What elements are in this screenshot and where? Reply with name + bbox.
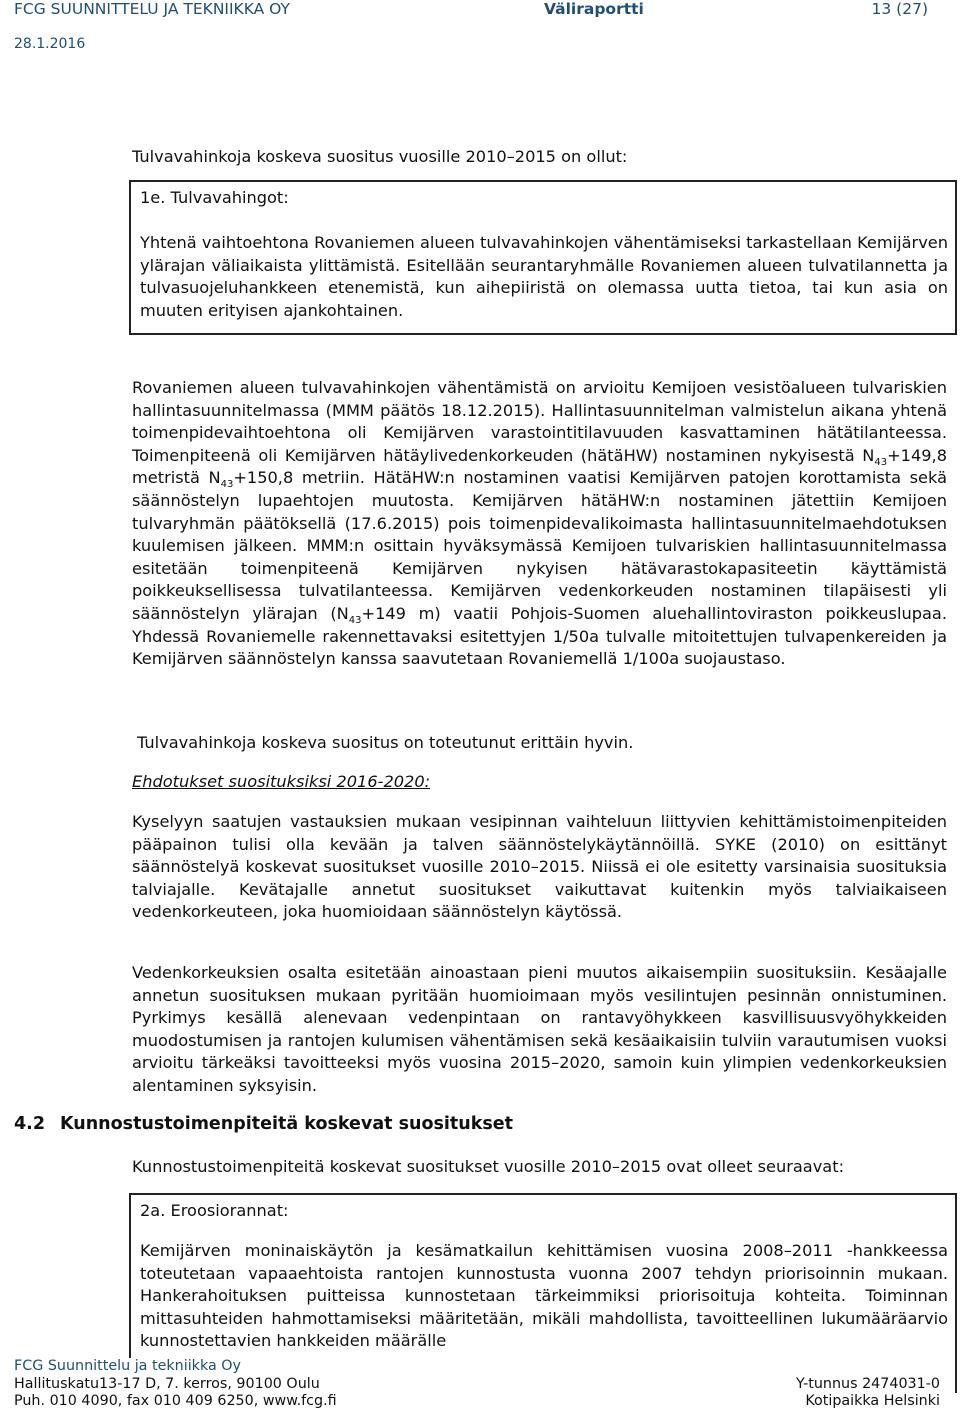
para1-part2: +149,8 metristä N — [132, 445, 947, 488]
page-footer — [14, 1358, 940, 1428]
para1-part3: +150,8 metriin. HätäHW:n nostaminen vaatisi Kemijärven patojen korottamista sekä säännöstelyn lupaehtojen muutosta. Kemijärven hätäHW:n nostaminen jätettiin Kemijoen tulvaryhmän päätöksellä (17.6.2015) pois toimenpidevalikoimasta hallintasuunnitelmaehdotuksen kuulemisen jälkeen. MMM:n osittain hyväksymässä Kemijoen tulvariskien hallintasuunnitelmassa esitetään toimenpiteenä Kemijärven nykyisen hätävarastokapasiteetin käyttämistä poikkeuksellisessa tulvatilanteessa. Kemijärven vedenkorkeuden nostaminen tilapäisesti yli säännöstelyn ylärajan (N — [132, 468, 947, 623]
subscript-43: 43 — [220, 479, 234, 491]
box-2a-heading: 2a. Eroosiorannat: — [140, 1201, 289, 1220]
section-title: Kunnostustoimenpiteitä koskevat suositukset — [60, 1114, 514, 1134]
para1-part4: +149 m) vaatii Pohjois-Suomen aluehallintoviraston poikkeuslupaa. Yhdessä Rovaniemelle rakennettavaksi esitettyjen 1/50a tulvalle mitoitettujen tulvapenkereiden ja Kemijärven säännöstelyn kanssa saavutetaan Rovaniemellä 1/100a suojaustaso. — [132, 603, 947, 669]
footer-domicile: Kotipaikka Helsinki — [805, 1393, 940, 1409]
section-heading — [14, 1114, 513, 1134]
flood-management-paragraph — [132, 377, 947, 671]
section-intro: Kunnostustoimenpiteitä koskevat suositukset vuosille 2010–2015 ovat olleet seuraavat: — [132, 1157, 845, 1176]
proposals-paragraph-2: Vedenkorkeuksien osalta esitetään ainoastaan pieni muutos aikaisempiin suosituksiin. Kesäajalle annetun suosituksen mukaan pyritään huomioimaan myös vesilintujen pesinnän onnistuminen. Pyrkimys kesällä alenevaan vedenpintaan on rantavyöhykkeen kasvillisuusvyöhykkeiden muodostumisen ja rantojen kulumisen vähentämisen sekä kesäaikaisiin tulviin varautumisen vuoksi arvioitu tärkeäksi tavoitteeksi myös vuosina 2015–2020, samoin kuin ylimpien vedenkorkeuksien alentaminen syksyisin. — [132, 963, 947, 1095]
footer-business-id: Y-tunnus 2474031-0 — [796, 1375, 940, 1392]
header-page-number: 13 (27) — [871, 0, 928, 18]
header-document-title: Väliraportti — [544, 0, 644, 18]
footer-address: Hallituskatu13-17 D, 7. kerros, 90100 Oulu — [14, 1375, 320, 1392]
subscript-43: 43 — [874, 457, 888, 469]
proposals-heading: Ehdotukset suosituksiksi 2016-2020: — [132, 772, 431, 791]
footer-company: FCG Suunnittelu ja tekniikka Oy — [14, 1358, 241, 1374]
section-number: 4.2 — [14, 1114, 46, 1134]
recommendation-box-1e — [129, 180, 957, 335]
box-1e-text: Yhtenä vaihtoehtona Rovaniemen alueen tulvavahinkojen vähentämiseksi tarkastellaan Kemijärven ylärajan väliaikaista ylittämistä. Esitellään seurantaryhmälle Rovaniemen alueen tulvatilannetta ja tulvasuojeluhankkeen etenemistä, kun aihepiiristä on olemassa uutta tietoa, tai kun asia on muuten erityisen ajankohtainen. — [140, 233, 948, 320]
header-date: 28.1.2016 — [14, 36, 86, 52]
intro-text: Tulvavahinkoja koskeva suositus vuosille 2010–2015 on ollut: — [132, 147, 628, 166]
box-2a-text: Kemijärven moninaiskäytön ja kesämatkailun kehittämisen vuosina 2008–2011 -hankkeessa toteutetaan vapaaehtoista rantojen kunnostusta vuonna 2007 tehdyn priorisoinnin mukaan. Hankerahoituksen puitteissa kunnostetaan tärkeimmiksi priorisoituja kohteita. Toiminnan mittasuhteiden hahmottamiseksi määritetään, mikäli mahdollista, tavoitteellinen lukumääräarvio kunnostettavien hankkeiden määrälle — [140, 1241, 948, 1351]
header-company: FCG SUUNNITTELU JA TEKNIIKKA OY — [14, 0, 290, 18]
box-1e-heading: 1e. Tulvavahingot: — [140, 188, 289, 207]
footer-contact: Puh. 010 4090, fax 010 409 6250, www.fcg.fi — [14, 1393, 337, 1409]
subscript-43: 43 — [348, 615, 362, 627]
proposals-paragraph-1: Kyselyyn saatujen vastauksien mukaan vesipinnan vaihteluun liittyvien kehittämistoimenpiteiden pääpainon tulisi olla kevään ja talven säännöstelykäytännöillä. SYKE (2010) on esittänyt säännöstelyä koskevat suositukset vuosille 2010–2015. Niissä ei ole esitetty varsinaisia suosituksia talviajalle. Kevätajalle annetut suositukset vaikuttavat kuitenkin myös talviaikaiseen vedenkorkeuteen, joka huomioidaan säännöstelyn käytössä. — [132, 812, 947, 922]
page-header — [14, 0, 928, 50]
status-text: Tulvavahinkoja koskeva suositus on toteutunut erittäin hyvin. — [137, 733, 634, 752]
para1-part1: Rovaniemen alueen tulvavahinkojen vähentämistä on arvioitu Kemijoen vesistöalueen tulvariskien hallintasuunnitelmassa (MMM päätös 18.12.2015). Hallintasuunnitelman valmistelun aikana yhtenä toimenpidevaihtoehtona oli Kemijärven varastointitilavuuden kasvattaminen hätätilanteessa. Toimenpiteenä oli Kemijärven hätäylivedenkorkeuden (hätäHW) nostaminen nykyisestä N — [132, 378, 947, 465]
